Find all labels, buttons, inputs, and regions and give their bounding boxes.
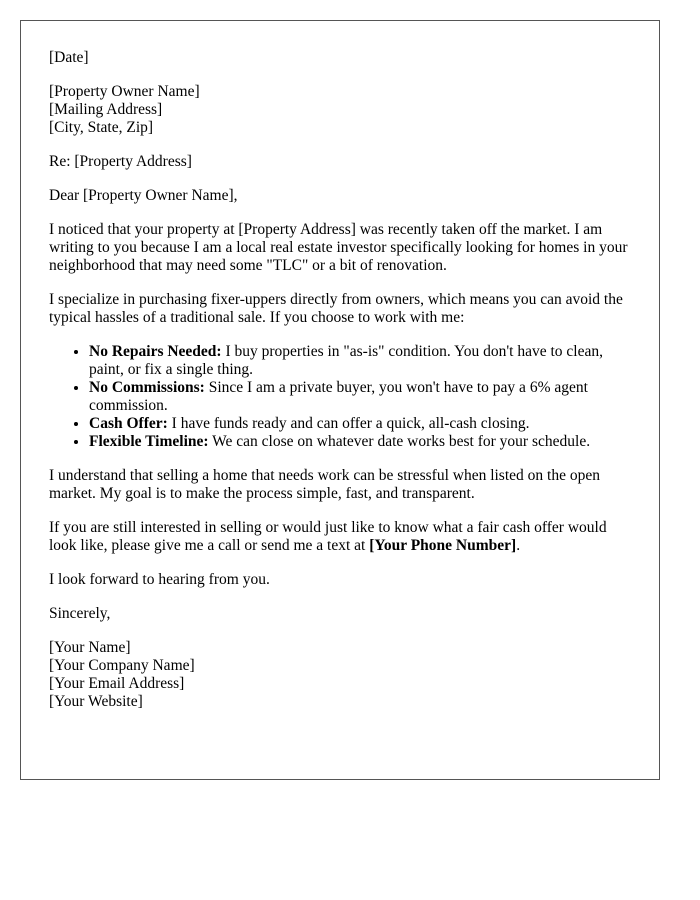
- benefit-item-cash-offer: [89, 415, 631, 433]
- understand-paragraph: I understand that selling a home that needs work can be stressful when listed on the open market. My goal is to make the process simple, fast, and transparent.: [49, 467, 600, 502]
- signature-company: [Your Company Name]: [49, 657, 195, 674]
- signature-website: [Your Website]: [49, 693, 143, 710]
- benefit-item-flexible-timeline: [89, 433, 631, 451]
- benefit-text: Since I am a private buyer, you won't have to pay a 6% agent commission.: [89, 379, 588, 414]
- benefit-text: I buy properties in "as-is" condition. You don't have to clean, paint, or fix a single thing.: [89, 343, 603, 378]
- date-line: [Date]: [49, 49, 89, 66]
- recipient-address-block: [49, 83, 631, 137]
- salutation: Dear [Property Owner Name],: [49, 187, 238, 204]
- specialize-paragraph: I specialize in purchasing fixer-uppers directly from owners, which means you can avoid the typical hassles of a traditional sale. If you choose to work with me:: [49, 291, 623, 326]
- benefits-list: [49, 343, 631, 451]
- signature-email: [Your Email Address]: [49, 675, 185, 692]
- interested-text: If you are still interested in selling or would just like to know what a fair cash offer would look like, please give me a call or send me a text at: [49, 519, 607, 554]
- recipient-name: [Property Owner Name]: [49, 83, 200, 100]
- benefit-title: No Repairs Needed:: [89, 343, 222, 360]
- recipient-city-state-zip: [City, State, Zip]: [49, 119, 154, 136]
- recipient-mailing-address: [Mailing Address]: [49, 101, 163, 118]
- intro-paragraph: I noticed that your property at [Property Address] was recently taken off the market. I am writing to you because I am a local real estate investor specifically looking for homes in your neighborhood that may need some "TLC" or a bit of renovation.: [49, 221, 628, 274]
- interested-paragraph: [49, 519, 631, 555]
- benefit-title: Flexible Timeline:: [89, 433, 209, 450]
- closing-line: I look forward to hearing from you.: [49, 571, 270, 588]
- benefit-item-no-commissions: [89, 379, 631, 415]
- phone-number-placeholder: [Your Phone Number]: [369, 537, 517, 554]
- signature-name: [Your Name]: [49, 639, 131, 656]
- benefit-text: We can close on whatever date works best for your schedule.: [208, 433, 591, 450]
- letter-document: [20, 20, 660, 780]
- benefit-title: Cash Offer:: [89, 415, 168, 432]
- benefit-item-no-repairs: [89, 343, 631, 379]
- signature-block: [49, 639, 631, 711]
- benefit-text: I have funds ready and can offer a quick, all-cash closing.: [167, 415, 530, 432]
- interested-end: .: [516, 537, 521, 554]
- signoff: Sincerely,: [49, 605, 111, 622]
- benefit-title: No Commissions:: [89, 379, 205, 396]
- re-line: Re: [Property Address]: [49, 153, 192, 170]
